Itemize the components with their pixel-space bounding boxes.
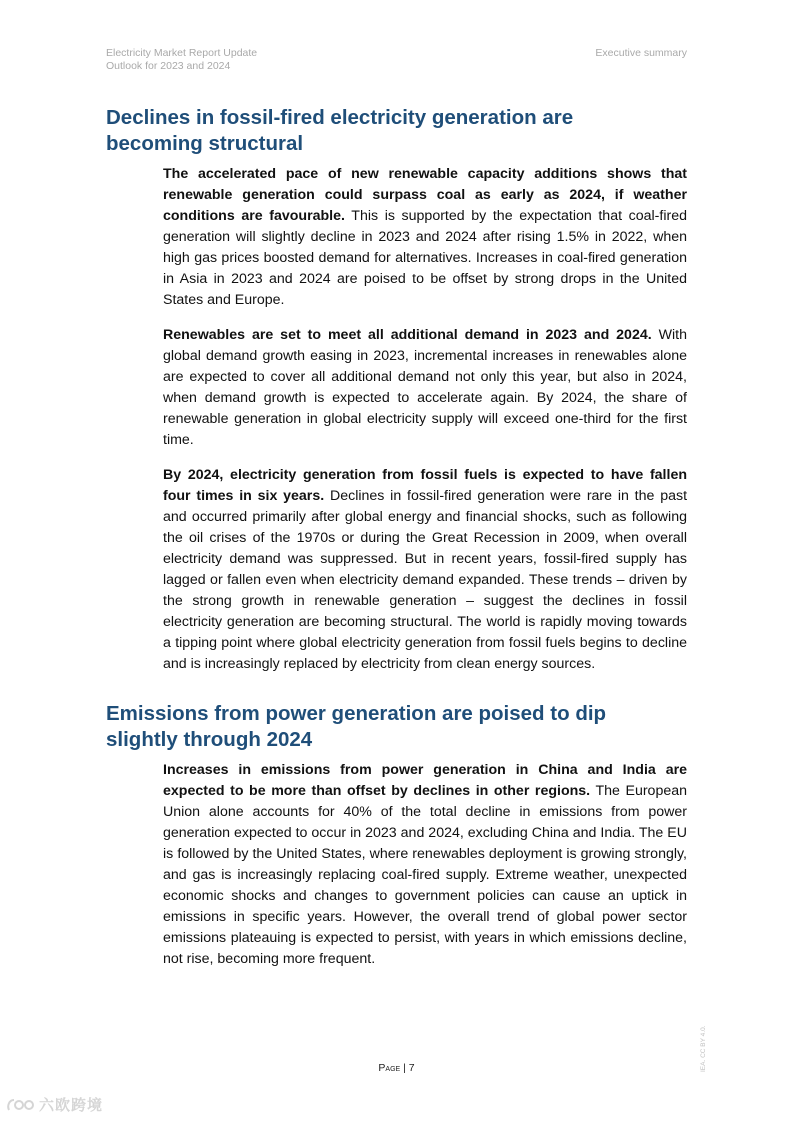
paragraph-text: Declines in fossil-fired generation were rare in the past and occurred primarily after global energy and financial shocks, such as following the oil crises of the 1970s or during the Great Recession in 2009, when overall electricity demand was suppressed. But in recent years, fossil-fired supply has lagged or fallen even when electricity demand expanded. These trends – driven by the strong growth in renewable generation – suggest the declines in fossil electricity generation are becoming structural. The world is rapidly moving towards a tipping point where global electricity generation from fossil fuels begins to decline and is increasingly replaced by electricity from clean energy sources. bbox=[163, 488, 688, 672]
section-body-fossil bbox=[163, 164, 687, 689]
paragraph-renewables-demand bbox=[163, 325, 687, 451]
report-subtitle: Outlook for 2023 and 2024 bbox=[106, 60, 231, 72]
paragraph-text: With global demand growth easing in 2023, incremental increases in renewables alone are expected to cover all additional demand not only this year, but also in 2024, when demand growth is expected to accelerate again. By 2024, the share of renewable generation in global electricity supply will exceed one-third for the first time. bbox=[163, 327, 687, 448]
watermark bbox=[6, 1094, 103, 1115]
paragraph-lead: By 2024, electricity generation from fossil fuels is expected to have fallen four times in six years. bbox=[163, 467, 687, 504]
paragraph-emissions bbox=[163, 760, 687, 970]
watermark-text: 六欧跨境 bbox=[39, 1097, 104, 1114]
section-heading-fossil: Declines in fossil-fired electricity generation are becoming structural bbox=[106, 106, 574, 155]
section-body-emissions bbox=[163, 760, 687, 984]
watermark-logo-icon bbox=[6, 1096, 36, 1114]
page-label: Page bbox=[378, 1062, 401, 1074]
paragraph-text: The European Union alone accounts for 40% of the total decline in emissions from power generation expected to occur in 2023 and 2024, excluding China and India. The EU is followed by the United States, where renewables deployment is growing strongly, and gas is increasingly replacing coal-fired supply. Extreme weather, unexpected economic shocks and changes to government policies can cause an uptick in emissions in specific years. However, the overall trend of global power sector emissions plateauing is expected to persist, with years in which emissions decline, not rise, becoming more frequent. bbox=[163, 783, 688, 967]
section-label: Executive summary bbox=[595, 47, 687, 59]
paragraph-renewables-coal bbox=[163, 164, 687, 311]
paragraph-fossil-decline bbox=[163, 465, 687, 675]
paragraph-lead: Increases in emissions from power generation in China and India are expected to be more than offset by declines in other regions. bbox=[163, 762, 687, 799]
paragraph-text: This is supported by the expectation that coal-fired generation will slightly decline in 2023 and 2024 after rising 1.5% in 2022, when high gas prices boosted demand for alternatives. Increases in coal-fired generation in Asia in 2023 and 2024 are poised to be offset by strong drops in the United States and Europe. bbox=[163, 208, 687, 308]
paragraph-lead: Renewables are set to meet all additional demand in 2023 and 2024. bbox=[163, 327, 652, 343]
page-separator: | bbox=[400, 1062, 409, 1074]
report-title: Electricity Market Report Update bbox=[106, 47, 258, 59]
page-number-value: 7 bbox=[408, 1062, 415, 1074]
report-header bbox=[106, 47, 257, 73]
license-note: IEA. CC BY 4.0. bbox=[700, 1025, 707, 1072]
section-heading-emissions: Emissions from power generation are poised to dip slightly through 2024 bbox=[106, 702, 607, 751]
page-number bbox=[0, 1062, 793, 1074]
paragraph-lead: The accelerated pace of new renewable capacity additions shows that renewable generation could surpass coal as early as 2024, if weather conditions are favourable. bbox=[163, 166, 687, 224]
